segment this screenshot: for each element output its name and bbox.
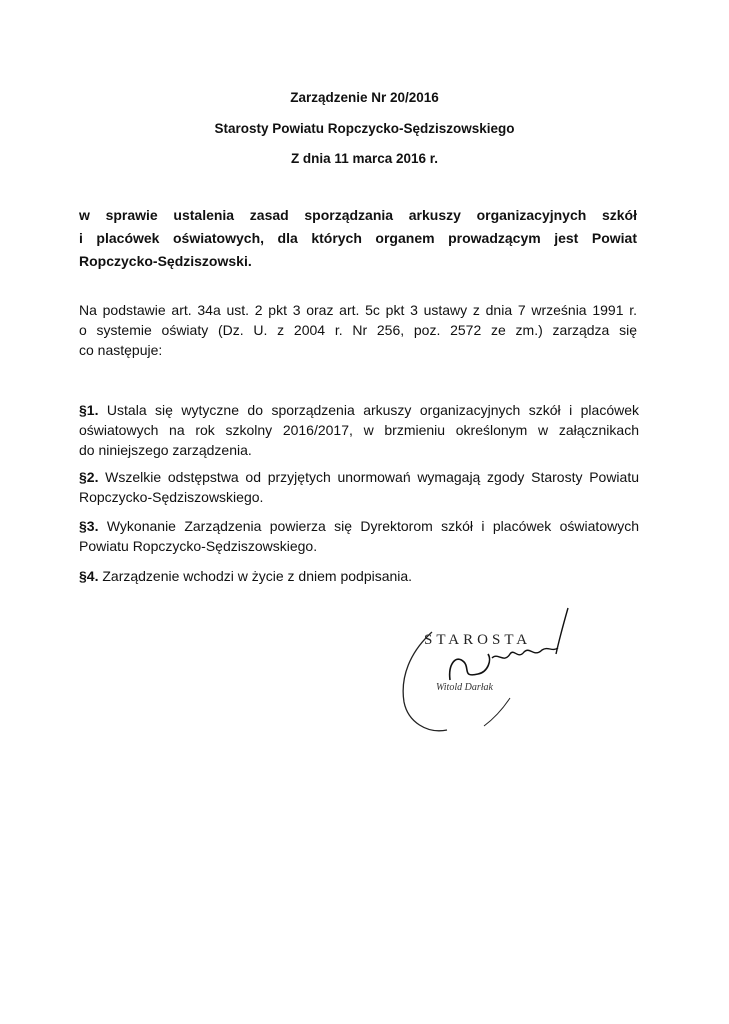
section-2 <box>79 467 639 507</box>
section-mark: §4. <box>79 568 99 584</box>
section-mark: §2. <box>79 469 99 485</box>
section-line <box>79 566 639 586</box>
section-line: do niniejszego zarządzenia. <box>79 442 252 458</box>
subject-line: Ropczycko-Sędziszowski. <box>79 253 252 269</box>
signature-stroke <box>556 608 568 654</box>
section-4 <box>79 566 639 586</box>
subject-line: i placówek oświatowych, dla których organem prowadzącym jest Powiat <box>79 230 637 246</box>
signature-stamp <box>392 602 592 742</box>
signature-stroke <box>450 654 490 680</box>
document-issuer: Starosty Powiatu Ropczycko-Sędziszowskiego <box>214 121 515 136</box>
stamp-name: Witold Darłak <box>436 682 493 693</box>
section-line: oświatowych na rok szkolny 2016/2017, w brzmieniu określonym w załącznikach <box>79 422 639 438</box>
section-line <box>79 516 639 536</box>
document-title: Zarządzenie Nr 20/2016 <box>290 90 439 105</box>
section-text: Wszelkie odstępstwa od przyjętych unormowań wymagają zgody Starosty Powiatu <box>98 469 639 485</box>
section-text: Ustala się wytyczne do sporządzenia arkuszy organizacyjnych szkół i placówek <box>98 402 639 418</box>
document-subject <box>79 204 637 273</box>
section-mark: §1. <box>79 402 99 418</box>
section-line <box>79 467 639 487</box>
subject-line: w sprawie ustalenia zasad sporządzania arkuszy organizacyjnych szkół <box>79 207 637 223</box>
legal-basis-line: o systemie oświaty (Dz. U. z 2004 r. Nr 256, poz. 2572 ze zm.) zarządza się <box>79 322 637 338</box>
signature-stroke <box>484 698 510 726</box>
section-text: Zarządzenie wchodzi w życie z dniem podpisania. <box>98 568 413 584</box>
section-line: Ropczycko-Sędziszowskiego. <box>79 489 264 505</box>
document-date: Z dnia 11 marca 2016 r. <box>290 151 439 166</box>
legal-basis-paragraph <box>79 300 637 360</box>
section-3 <box>79 516 639 556</box>
section-line <box>79 400 639 420</box>
legal-basis-line: Na podstawie art. 34a ust. 2 pkt 3 oraz art. 5c pkt 3 ustawy z dnia 7 września 1991 r. <box>79 302 637 318</box>
legal-basis-line: co następuje: <box>79 342 163 358</box>
section-line: Powiatu Ropczycko-Sędziszowskiego. <box>79 538 318 554</box>
stamp-title: STAROSTA <box>424 632 532 648</box>
section-text: Wykonanie Zarządzenia powierza się Dyrektorom szkół i placówek oświatowych <box>98 518 639 534</box>
signature-stroke <box>492 648 558 658</box>
section-mark: §3. <box>79 518 99 534</box>
section-1 <box>79 400 639 460</box>
